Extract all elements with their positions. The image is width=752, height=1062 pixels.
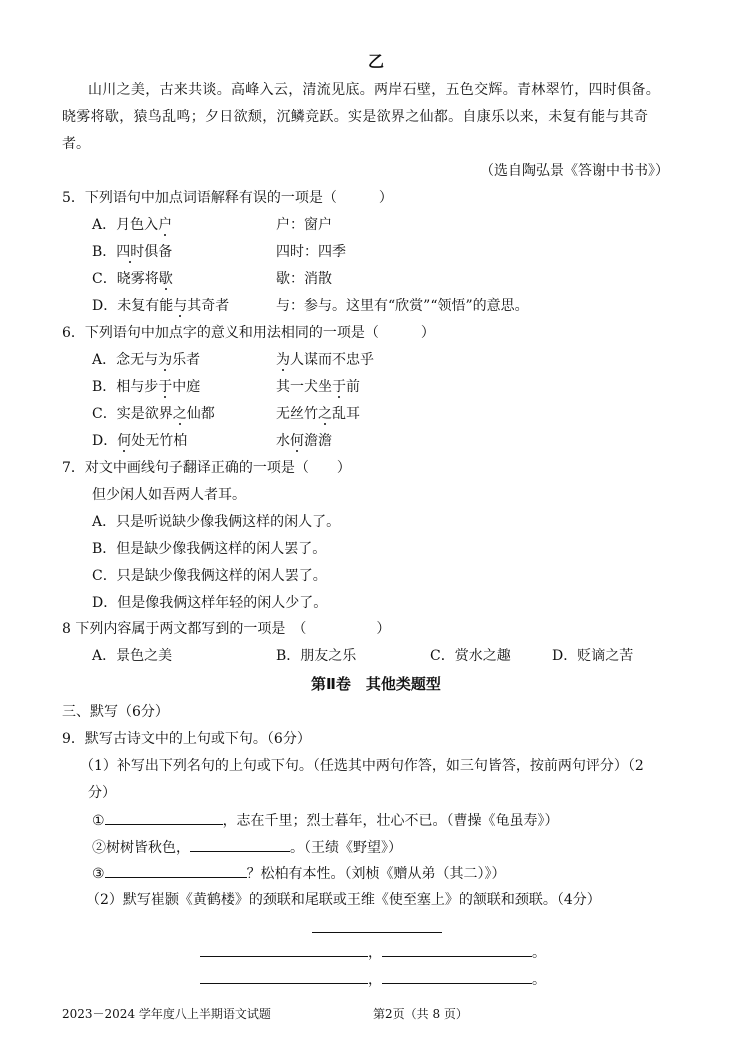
answer-blank-2[interactable]	[190, 837, 290, 852]
answer-line-title[interactable]	[312, 932, 442, 933]
q7-option-a: A．只是听说缺少像我俩这样的闲人了。	[92, 514, 341, 530]
q9-item-2: ②树树皆秋色， 。（王绩《野望》）	[92, 837, 402, 858]
q7-sentence: 但少闲人如吾两人者耳。	[92, 487, 246, 503]
q6-option-a-left: A．念无与为乐者	[92, 352, 201, 368]
q6-option-b-right: 其一犬坐于前	[276, 379, 360, 395]
q5-option-a: A．月色入户	[92, 217, 173, 233]
q9-part1-line2: 分）	[88, 785, 116, 801]
q5-gloss-c: 歇：消散	[276, 271, 332, 287]
footer-page-number: 第2页（共 8 页）	[373, 1007, 468, 1021]
q6-option-b-left: B．相与步于中庭	[92, 379, 201, 395]
q7-option-b: B．但是缺少像我俩这样的闲人罢了。	[92, 541, 327, 557]
answer-line-1b[interactable]	[382, 942, 532, 957]
answer-row-1: ， 。	[200, 942, 546, 963]
q8-option-a: A．景色之美	[92, 648, 173, 664]
passage-line-1: 山川之美，古来共谈。高峰入云，清流见底。两岸石壁，五色交辉。青林翠竹，四时俱备。	[88, 82, 660, 98]
q7-option-c: C．只是缺少像我俩这样的闲人罢了。	[92, 568, 327, 584]
q9-part1-line1: （1）补写出下列名句的上句或下句。（任选其中两句作答，如三句皆答，按前两句评分）（2	[80, 758, 644, 774]
q5-gloss-a: 户：窗户	[276, 217, 332, 233]
q6-option-d-right: 水何澹澹	[276, 433, 332, 449]
answer-line-1a[interactable]	[200, 942, 368, 957]
section3-title: 三、默写（6分）	[62, 704, 169, 720]
q8-stem: 8 下列内容属于两文都写到的一项是 （ ）	[62, 621, 391, 637]
q6-option-a-right: 为人谋而不忠乎	[276, 352, 374, 368]
answer-blank-3[interactable]	[105, 863, 247, 878]
q5-gloss-b: 四时：四季	[276, 244, 346, 260]
q9-item-3: ③ ？松柏有本性。（刘桢《赠从弟（其二）》）	[92, 863, 506, 884]
q7-option-d: D．但是像我俩这样年轻的闲人少了。	[92, 595, 328, 611]
q5-option-d: D．未复有能与其奇者	[92, 298, 230, 314]
q9-item-1: ① ，志在千里；烈士暮年，壮心不已。（曹操《龟虽寿》）	[92, 810, 559, 831]
q9-stem: 9．默写古诗文中的上句或下句。（6分）	[62, 731, 311, 747]
q8-option-d: D．贬谪之苦	[552, 648, 634, 664]
q6-stem: 6．下列语句中加点字的意义和用法相同的一项是（ ）	[62, 325, 435, 341]
q5-stem: 5．下列语句中加点词语解释有误的一项是（ ）	[62, 190, 393, 206]
q5-gloss-d: 与：参与。这里有“欣赏”“领悟”的意思。	[276, 298, 529, 314]
q6-option-c-left: C．实是欲界之仙都	[92, 406, 215, 422]
q9-part2: （2）默写崔颢《黄鹤楼》的颈联和尾联或王维《使至塞上》的颔联和颈联。（4分）	[86, 892, 601, 908]
passage-title: 乙	[367, 52, 384, 71]
passage-line-2: 晓雾将歇，猿鸟乱鸣；夕日欲颓，沉鳞竞跃。实是欲界之仙都。自康乐以来，未复有能与其奇	[62, 109, 649, 125]
q5-option-c: C．晓雾将歇	[92, 271, 173, 287]
q8-option-b: B．朋友之乐	[276, 648, 357, 664]
answer-row-2: ， 。	[200, 969, 546, 990]
answer-line-2b[interactable]	[382, 969, 532, 984]
passage-line-3: 者。	[62, 136, 90, 152]
q7-stem: 7．对文中画线句子翻译正确的一项是（ ）	[62, 460, 351, 476]
answer-line-2a[interactable]	[200, 969, 368, 984]
q5-option-b: B．四时俱备	[92, 244, 173, 260]
passage-source: （选自陶弘景《答谢中书书》）	[480, 163, 669, 179]
footer-left: 2023－2024 学年度八上半期语文试题	[62, 1007, 271, 1021]
q6-option-c-right: 无丝竹之乱耳	[276, 406, 360, 422]
section2-title: 第Ⅱ卷 其他类题型	[311, 675, 441, 693]
answer-blank-1[interactable]	[105, 810, 223, 825]
q6-option-d-left: D．何处无竹柏	[92, 433, 188, 449]
q8-option-c: C．赏水之趣	[430, 648, 511, 664]
